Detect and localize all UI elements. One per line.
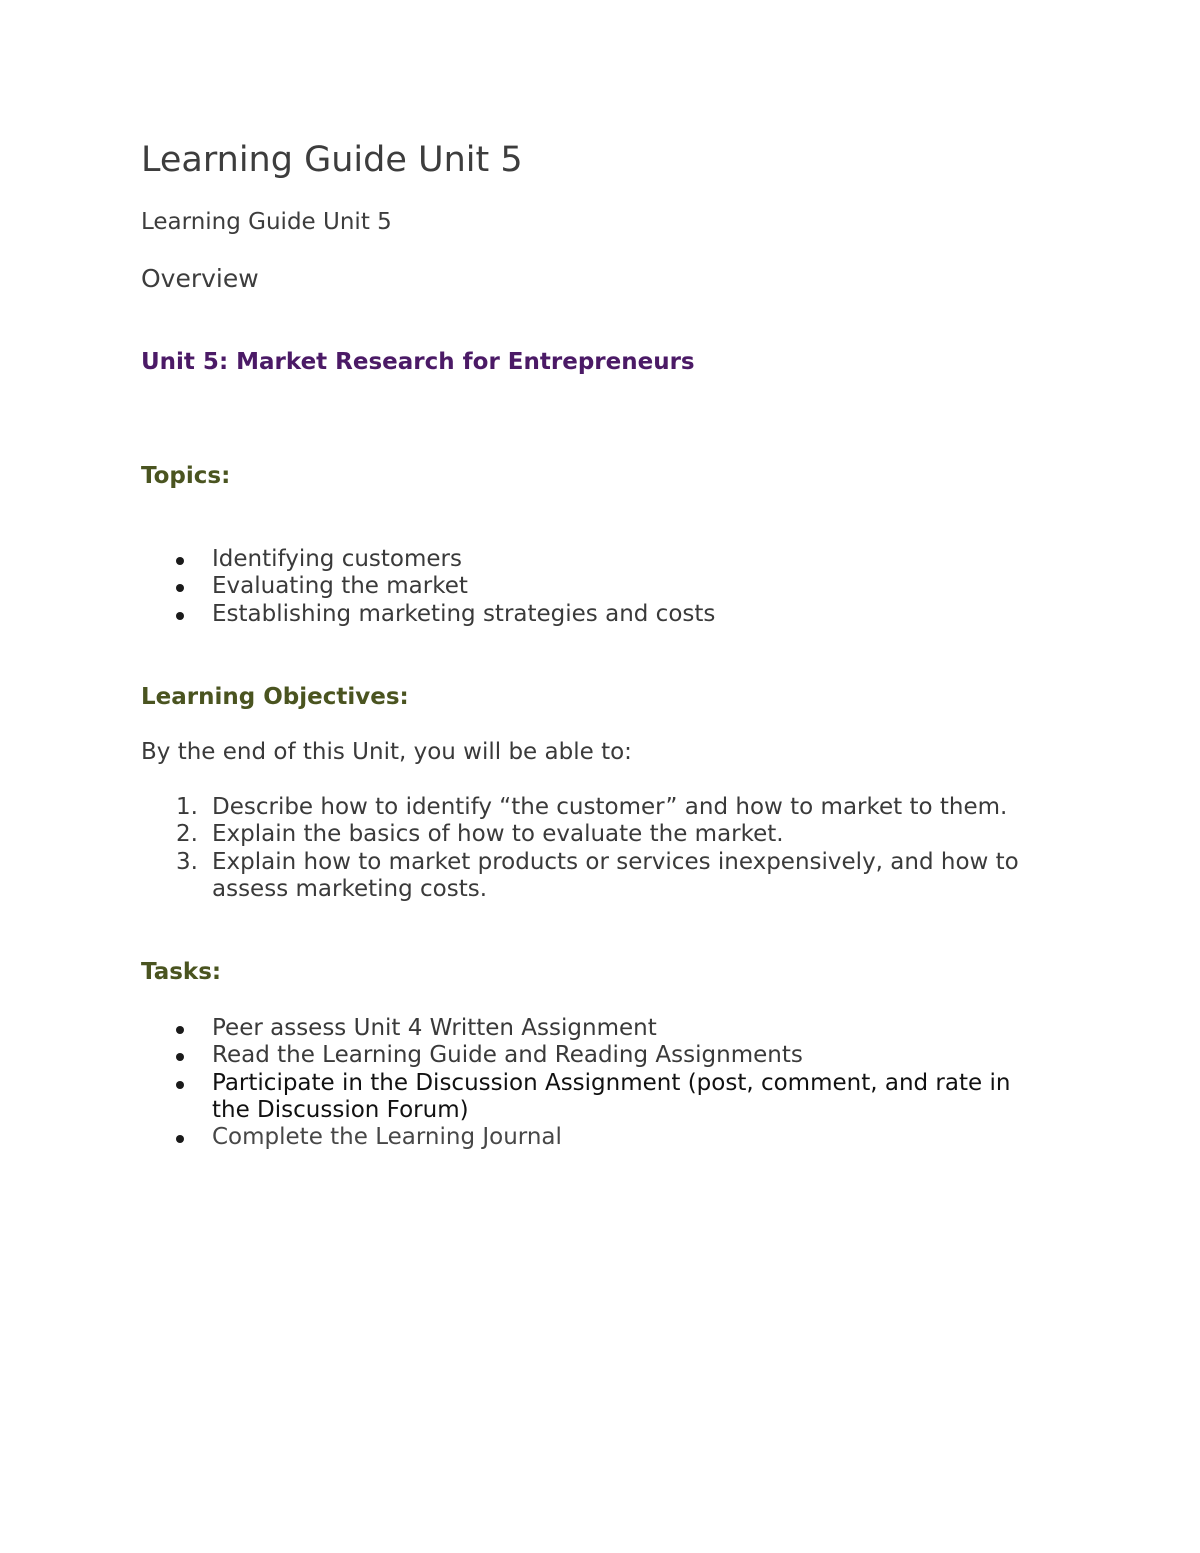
document-title: Learning Guide Unit 5 [141,140,523,180]
unit-heading: Unit 5: Market Research for Entrepreneurs [141,349,695,375]
topic-item: Identifying customers [141,546,1051,573]
objective-number: 2. [176,821,198,848]
objective-text: Explain how to market products or services inexpensively, and how to assess marketing costs. [212,848,1019,902]
objective-text: Describe how to identify “the customer” and how to market to them. [212,794,1008,820]
learning-objectives-heading: Learning Objectives: [141,684,409,710]
task-item: Participate in the Discussion Assignment (post, comment, and rate in the Discussion Forum) [141,1070,1051,1125]
task-item: Read the Learning Guide and Reading Assignments [141,1042,1051,1069]
objective-number: 1. [176,794,198,820]
topics-heading: Topics: [141,463,231,489]
topic-item: Establishing marketing strategies and costs [141,601,1051,628]
tasks-heading: Tasks: [141,959,222,985]
objectives-list [141,794,1051,903]
task-item: Peer assess Unit 4 Written Assignment [141,1015,1051,1042]
objectives-intro: By the end of this Unit, you will be able to: [141,739,632,765]
objective-number: 3. [176,848,198,875]
objective-item [141,821,1051,848]
objective-text: Explain the basics of how to evaluate the market. [212,821,784,848]
objective-item [141,849,1051,904]
overview-label: Overview [141,264,259,293]
task-item: Complete the Learning Journal [141,1124,1051,1151]
objective-item [141,794,1051,821]
tasks-list [141,1015,1051,1151]
topics-list [141,546,1051,628]
topic-item: Evaluating the market [141,573,1051,600]
document-subtitle: Learning Guide Unit 5 [141,209,392,235]
